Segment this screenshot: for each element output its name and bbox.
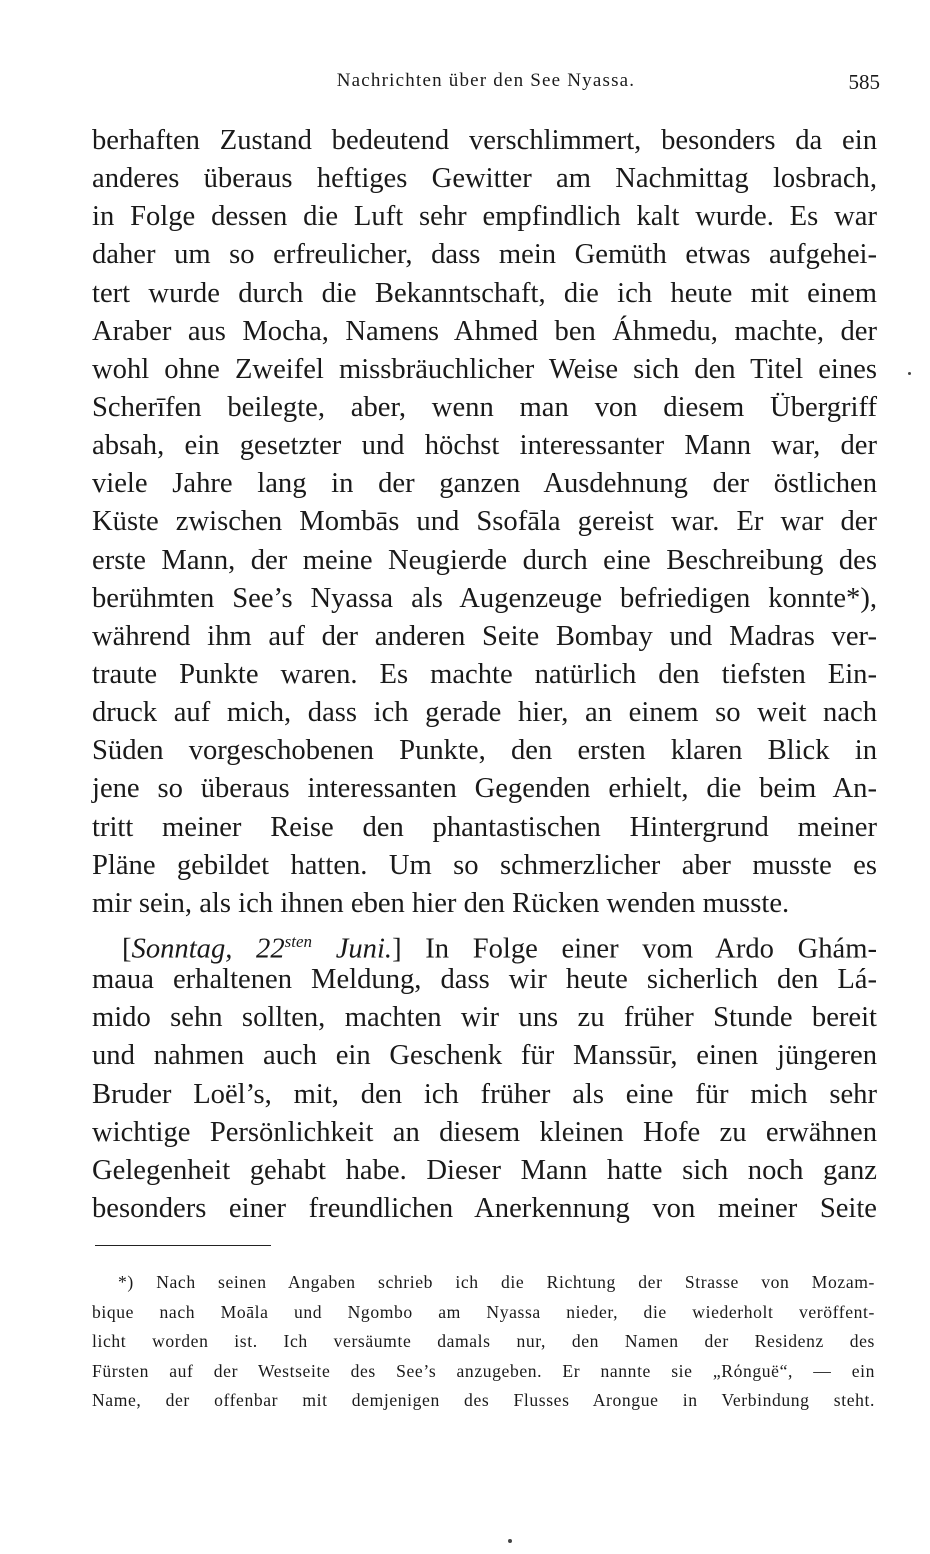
text-line: tritt meiner Reise den phantastischen Hintergrund meiner (92, 811, 877, 843)
text-line: während ihm auf der anderen Seite Bombay und Madras ver- (92, 620, 877, 652)
running-head (92, 70, 880, 100)
text-line: besonders einer freundlichen Anerkennung von meiner Seite (92, 1192, 877, 1224)
footnote-rule (95, 1245, 271, 1246)
text-line: daher um so erfreulicher, dass mein Gemüth etwas aufgehei- (92, 239, 877, 271)
date-bracket-close: ] (392, 933, 402, 965)
footnote (92, 1268, 875, 1416)
text-line: und nahmen auch ein Geschenk für Manssūr, einen jüngeren (92, 1040, 877, 1072)
text-line: Scherīfen beilegte, aber, wenn man von diesem Übergriff (92, 391, 877, 423)
date-superscript: sten (284, 931, 313, 951)
paragraph-end-line: mir sein, als ich ihnen eben hier den Rücken wenden musste. (92, 887, 790, 919)
text-line: Pläne gebildet hatten. Um so schmerzlicher aber musste es (92, 849, 877, 881)
footnote-line: Name, der offenbar mit demjenigen des Flusses Arongue in Verbindung steht. (92, 1390, 875, 1411)
text-line: wohl ohne Zweifel missbräuchlicher Weise sich den Titel eines (92, 353, 877, 385)
date-entry-rest: In Folge einer vom Ardo Ghám- (401, 933, 877, 965)
text-line: mido sehn sollten, machten wir uns zu früher Stunde bereit (92, 1002, 877, 1034)
text-line: Bruder Loël’s, mit, den ich früher als eine für mich sehr (92, 1078, 877, 1110)
print-speck (908, 372, 911, 375)
text-line: Gelegenheit gehabt habe. Dieser Mann hatte sich noch ganz (92, 1154, 877, 1186)
date-entry-line (92, 923, 877, 965)
footnote-line: licht worden ist. Ich versäumte damals nur, den Namen der Residenz des (92, 1331, 875, 1352)
text-line: Süden vorgeschobenen Punkte, den ersten klaren Blick in (92, 735, 877, 767)
body-text (92, 122, 877, 1228)
text-line: Küste zwischen Mombās und Ssofāla gereist war. Er war der (92, 506, 877, 538)
text-line: traute Punkte waren. Es machte natürlich den tiefsten Ein- (92, 658, 877, 690)
text-line: wichtige Persönlichkeit an diesem kleinen Hofe zu erwähnen (92, 1116, 877, 1148)
text-line: tert wurde durch die Bekanntschaft, die ich heute mit einem (92, 277, 877, 309)
print-speck (508, 1539, 512, 1543)
page-number: 585 (848, 70, 880, 94)
date-month: Juni. (312, 933, 393, 965)
text-line: druck auf mich, dass ich gerade hier, an einem so weit nach (92, 697, 877, 729)
text-line: berhaften Zustand bedeutend verschlimmert, besonders da ein (92, 125, 877, 156)
footnote-line: bique nach Moāla und Ngombo am Nyassa nieder, die wiederholt veröffent- (92, 1301, 875, 1322)
date-text: Sonntag, 22 (131, 933, 285, 965)
text-line: berühmten See’s Nyassa als Augenzeuge befriedigen konnte*), (92, 582, 877, 614)
footnote-line: Fürsten auf der Westseite des See’s anzugeben. Er nannte sie „Rόnguë“, — ein (92, 1360, 875, 1381)
text-line: erste Mann, der meine Neugierde durch eine Beschreibung des (92, 544, 877, 576)
text-line: viele Jahre lang in der ganzen Ausdehnung der östlichen (92, 468, 877, 500)
text-line: absah, ein gesetzter und höchst interessanter Mann war, der (92, 430, 877, 462)
text-line: maua erhaltenen Meldung, dass wir heute sicherlich den Lá- (92, 964, 877, 996)
date-bracket-open: [ (122, 933, 132, 965)
text-line: anderes überaus heftiges Gewitter am Nachmittag losbrach, (92, 163, 877, 195)
text-line: in Folge dessen die Luft sehr empfindlich kalt wurde. Es war (92, 201, 877, 233)
running-title: Nachrichten über den See Nyassa. (336, 70, 636, 91)
text-line: jene so überaus interessanten Gegenden erhielt, die beim An- (92, 773, 877, 805)
footnote-line: *) Nach seinen Angaben schrieb ich die Richtung der Strasse von Mozam- (118, 1272, 875, 1292)
text-line: Araber aus Mocha, Namens Ahmed ben Áhmedu, machte, der (92, 315, 877, 347)
